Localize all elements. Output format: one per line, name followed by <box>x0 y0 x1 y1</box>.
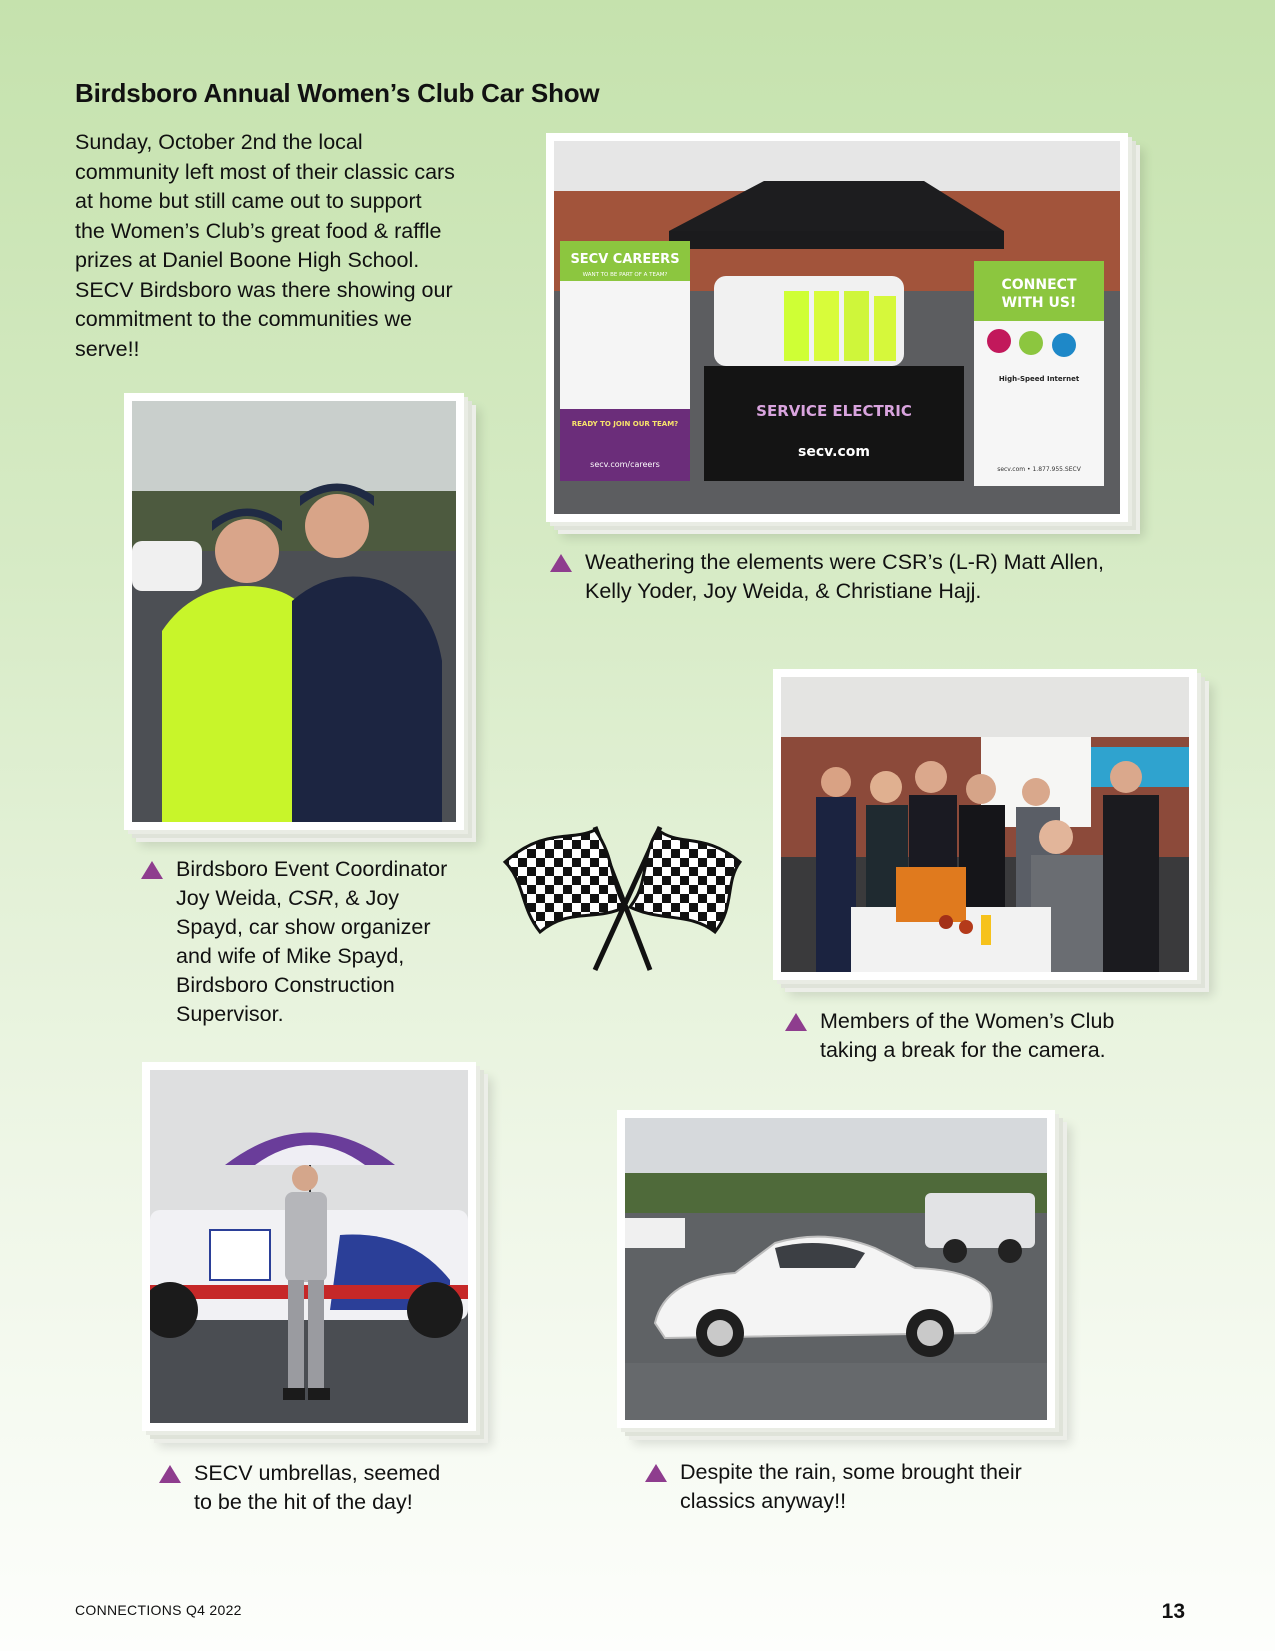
publication-footer: CONNECTIONS Q4 2022 <box>75 1602 242 1618</box>
caption-triangle-icon <box>550 554 572 572</box>
page-number: 13 <box>1161 1600 1185 1623</box>
booth-photo <box>546 133 1128 522</box>
caption-triangle-icon <box>141 861 163 879</box>
booth-caption <box>585 548 1105 606</box>
caption-triangle-icon <box>785 1013 807 1031</box>
caption-triangle-icon <box>645 1464 667 1482</box>
left-banner-title: SECV CAREERS <box>570 252 680 267</box>
right-banner-title-2: WITH US! <box>1001 295 1077 311</box>
checkered-flags-icon <box>500 822 748 972</box>
womens-club-caption <box>820 1007 1160 1065</box>
coordinator-caption-part2: , & Joy Spayd, car show organizer and wife of Mike Spayd, Birdsboro Construction Supervisor. <box>176 886 431 1026</box>
womens-club-caption-text: Members of the Women’s Club taking a break for the camera. <box>820 1009 1115 1062</box>
table-brand-text: SERVICE ELECTRIC <box>756 402 912 420</box>
coordinator-caption-csr: CSR <box>287 886 334 910</box>
right-banner-text: High-Speed Internet <box>998 375 1080 383</box>
umbrella-caption-text: SECV umbrellas, seemed to be the hit of the day! <box>194 1461 441 1514</box>
coordinator-photo <box>124 393 464 830</box>
caption-triangle-icon <box>159 1465 181 1483</box>
left-banner-url: secv.com/careers <box>590 460 660 469</box>
table-url-text: secv.com <box>798 444 870 460</box>
corvette-photo <box>617 1110 1055 1428</box>
left-banner-subtitle: WANT TO BE PART OF A TEAM? <box>582 272 668 278</box>
coordinator-caption-part1: Birdsboro Event Coordinator Joy Weida, <box>176 857 448 910</box>
coordinator-caption <box>176 855 456 1029</box>
left-banner-cta: READY TO JOIN OUR TEAM? <box>571 420 679 428</box>
booth-caption-text: Weathering the elements were CSR’s (L-R) Matt Allen, Kelly Yoder, Joy Weida, & Christiane Hajj. <box>585 550 1105 603</box>
classics-caption-text: Despite the rain, some brought their classics anyway!! <box>680 1460 1022 1513</box>
article-title: Birdsboro Annual Women’s Club Car Show <box>75 78 600 108</box>
right-banner-title-1: CONNECT <box>1001 277 1077 293</box>
right-banner-phone: secv.com • 1.877.955.SECV <box>997 466 1081 473</box>
article-intro: Sunday, October 2nd the local community left most of their classic cars at home but still came out to support the Women’s Club’s great food & raffle prizes at Daniel Boone High School. SECV Birdsboro was there showing our commitment to the communities we serve!! <box>75 130 455 361</box>
classics-caption <box>680 1458 1040 1516</box>
womens-club-photo <box>773 669 1197 980</box>
umbrella-caption <box>194 1459 464 1517</box>
umbrella-photo <box>142 1062 476 1431</box>
